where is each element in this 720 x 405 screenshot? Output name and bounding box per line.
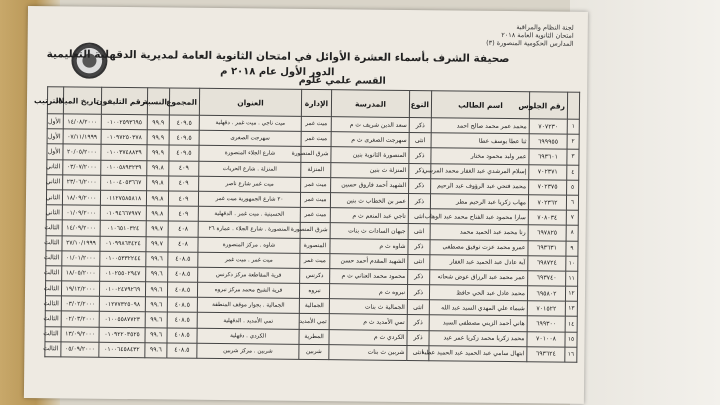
org-line: المدارس الحكومية المنصورة (٣) — [486, 38, 574, 48]
cell-rank: الثالث — [46, 250, 62, 265]
cell-tot: ٤٠٨ — [168, 221, 198, 237]
cell-dob: ٠٧/١١/١٩٩٩ — [63, 129, 101, 145]
cell-adm: شرق المنصورة — [301, 147, 331, 163]
col-header: العنوان — [199, 88, 301, 116]
cell-pct: ٩٩.٩ — [147, 130, 169, 145]
cell-g: انثى — [409, 133, 431, 148]
cell-rank: الثالث — [45, 326, 61, 341]
cell-pct: ٩٩.٩ — [147, 115, 169, 130]
cell-name: شيماء علي المهدي السيد عبد الله — [429, 300, 527, 316]
cell-n: ١٦ — [565, 347, 577, 362]
cell-dob: ١٩/١٢/٢٠٠٠ — [61, 281, 99, 297]
cell-addr: تمي الأمديد . الدقهلية — [197, 313, 299, 329]
cell-n: ٩ — [566, 241, 578, 256]
cell-dob: ٠٢/٠٣/٢٠٠٠ — [61, 311, 99, 327]
cell-rank: الأول — [47, 129, 63, 144]
cell-school: تمي الأمديد ث م — [329, 314, 407, 330]
col-header-index — [567, 92, 579, 119]
cell-g: ذكر — [408, 193, 430, 208]
cell-addr: ميت ناجي . ميت غمر . دقهلية — [199, 115, 301, 131]
cell-g: ذكر — [408, 239, 430, 254]
cell-rank: الثالث — [46, 235, 62, 250]
cell-seat: ٦٩٩٣٠٠ — [527, 316, 565, 332]
cell-addr: ميت غمر . ميت غمر — [198, 252, 300, 268]
cell-n: ١ — [567, 119, 579, 134]
cell-ph: ٠١٠٩٧٢٥٠٣٧٨ — [101, 129, 147, 145]
col-header: المدرسة — [331, 90, 409, 118]
cell-n: ٦ — [566, 195, 578, 210]
honor-table — [34, 86, 580, 363]
cell-ph: ٠١٠٠٤٠٥٣٦٦٧ — [101, 175, 147, 191]
cell-rank: الثالث — [45, 281, 61, 296]
cell-pct: ٩٩.٦ — [145, 327, 167, 342]
cell-addr: الجمالية . بجوار موقف المنطقة — [197, 298, 299, 314]
cell-pct: ٩٩.٦ — [146, 251, 168, 266]
cell-adm: ميت غمر — [301, 177, 331, 193]
cell-ph: ٠١٠٠٦٤٥٨٤٣٢ — [99, 342, 145, 358]
cell-pct: ٩٩.٦ — [145, 343, 167, 358]
cell-addr: شارع الجلاء المنصورة — [199, 146, 301, 162]
cell-dob: ٠١/٠٩/٢٠٠٠ — [62, 205, 100, 221]
cell-g: ذكر — [409, 117, 431, 132]
cell-name: ثنا عطا يوسف عطا — [431, 133, 529, 149]
cell-ph: ٠١٠٠٢٥٩٣٦٩٥ — [101, 114, 147, 130]
cell-dob: ٢٣/٠٦/٢٠٠٠ — [63, 175, 101, 191]
cell-n: ٧ — [566, 210, 578, 225]
cell-name: رنا محمد عبد الحميد محمد — [430, 224, 528, 240]
cell-tot: ٤٠٩.٥ — [169, 130, 199, 146]
cell-addr: ٢٠ شارع الجمهورية ميت غمر — [198, 191, 300, 207]
cell-n: ١٣ — [565, 301, 577, 316]
exam-round: الدور الأول عام ٢٠١٨ م — [220, 66, 335, 79]
cell-rank: الثاني — [47, 174, 63, 189]
cell-school: محمود محمد العناني ث م — [330, 269, 408, 285]
cell-ph: ٠١٠٩٤٦٦٧٩٧٧ — [100, 205, 146, 221]
cell-seat: ٧٠١٥٢٢ — [527, 301, 565, 317]
cell-pct: ٩٩.٨ — [147, 160, 169, 175]
cell-n: ٨ — [566, 225, 578, 240]
cell-tot: ٤٠٨.٥ — [167, 297, 197, 313]
cell-n: ٥ — [567, 180, 579, 195]
col-header: تاريخ الميلاد — [63, 87, 101, 114]
cell-seat: ٦٩٣٦٣١ — [528, 240, 566, 256]
cell-adm: ميت غمر — [300, 192, 330, 208]
cell-rank: الثالث — [46, 266, 62, 281]
cell-school: الشهيد المقدم أحمد حسن — [330, 253, 408, 269]
cell-name: محمد عمر محمد صالح احمد — [431, 118, 529, 134]
cell-addr: الحسينية . ميت غمر . الدقهلية — [198, 206, 300, 222]
cell-school: الكردي ث م — [329, 329, 407, 345]
cell-school: الشهيد أحمد فاروق حسين — [331, 177, 409, 193]
cell-adm: ميت غمر — [300, 253, 330, 269]
cell-name: هاني أحمد الزيني مصطفى السيد — [429, 315, 527, 331]
cell-addr: الكردي . دقهلية — [197, 328, 299, 344]
cell-pct: ٩٩.٩ — [147, 145, 169, 160]
cell-addr: شربين . مركز شربين — [197, 343, 299, 359]
cell-g: انثى — [407, 300, 429, 315]
cell-tot: ٤٠٨ — [168, 236, 198, 252]
cell-adm: شرق المنصورة — [300, 223, 330, 239]
cell-school: الجمالية ث بنات — [329, 299, 407, 315]
cell-addr: ميت غمر شارع ناصر — [199, 176, 301, 192]
cell-g: ذكر — [409, 148, 431, 163]
cell-tot: ٤٠٩ — [169, 161, 199, 177]
cell-rank: الأول — [47, 144, 63, 159]
cell-seat: ٦٩٨٧٢٤ — [528, 255, 566, 271]
cell-pct: ٩٩.٦ — [146, 267, 168, 282]
cell-tot: ٤٠٨.٥ — [168, 267, 198, 283]
cell-g: ذكر — [407, 330, 429, 345]
cell-rank: الثاني — [47, 159, 63, 174]
cell-n: ١٠ — [566, 256, 578, 271]
cell-rank: الثالث — [45, 342, 61, 357]
cell-adm: المنصورة — [300, 238, 330, 254]
cell-name: محمد زكريا محمد زكريا عمر عيد — [429, 330, 527, 346]
cell-adm: شربين — [299, 344, 329, 360]
cell-rank: الأول — [47, 114, 63, 129]
cell-addr: قرية الشيخ محمد مركز نبروه — [197, 282, 299, 298]
cell-addr: المنزلة . شارع الحريات — [199, 161, 301, 177]
cell-name: آية عادل عبد الحميد عبد الغفار — [430, 254, 528, 270]
cell-dob: ١٤/٠٨/٢٠٠٠ — [63, 114, 101, 130]
cell-n: ١٤ — [565, 317, 577, 332]
cell-seat: ٧٠٢٣٧١ — [529, 164, 567, 180]
cell-dob: ٠١/٠١/٢٠٠٠ — [62, 251, 100, 267]
org-line: امتحان الثانوية العامة ٢٠١٨ — [501, 30, 574, 40]
cell-adm: تمي الأمديد — [299, 314, 329, 330]
cell-seat: ٦٩٥٨٠٢ — [527, 286, 565, 302]
cell-pct: ٩٩.٦ — [145, 312, 167, 327]
page-title: صحيفة الشرف بأسماء العشرة الأوائل في امتحان الثانوية العامة لمديرية الدقهلية التعليمية — [46, 48, 510, 66]
cell-g: ذكر — [409, 163, 431, 178]
cell-g: ذكر — [407, 285, 429, 300]
cell-tot: ٤٠٨.٥ — [168, 252, 198, 268]
cell-ph: ٠١٠٠٥٣٣٢٢٤٤ — [100, 251, 146, 267]
cell-pct: ٩٩.٨ — [147, 176, 169, 191]
cell-ph: ٠١٠٠٥٥٨٧٧٢٣ — [99, 312, 145, 328]
cell-school: سعد الدين شريف ث م — [331, 117, 409, 133]
cell-name: مهاب زكريا عبد الرحيم مطر — [430, 194, 528, 210]
cell-school: تاجي عبد المنعم ث م — [330, 208, 408, 224]
cell-seat: ٧٠٢٣٦٢ — [528, 195, 566, 211]
cell-school: عمر بن الخطاب ث بنين — [330, 193, 408, 209]
col-header: اسم الطالب — [431, 91, 529, 119]
background-right — [570, 0, 720, 405]
org-block — [486, 23, 574, 48]
cell-seat: ٧٠٨٠٣٤ — [528, 210, 566, 226]
cell-g: انثى — [408, 254, 430, 269]
col-header: المجموع — [169, 88, 199, 115]
cell-tot: ٤٠٩ — [169, 176, 199, 192]
cell-pct: ٩٩.٧ — [146, 236, 168, 251]
cell-ph: ٠١٠٢٥٥٠٢٩٤٧ — [100, 266, 146, 282]
cell-dob: ٢٠/٠٥/٢٠٠٠ — [63, 144, 101, 160]
cell-name: سارا محمود عبد الفتاح محمد عبد الوهاب — [430, 209, 528, 225]
cell-tot: ٤٠٨.٥ — [167, 282, 197, 298]
col-header: رقم التليفون — [101, 87, 147, 114]
cell-tot: ٤٠٨.٥ — [167, 328, 197, 344]
cell-n: ٤ — [567, 165, 579, 180]
cell-seat: ٧٠٧٢٣٠ — [529, 119, 567, 135]
cell-ph: ٠١٠٠٥٨٩٣٢٣٩ — [101, 160, 147, 176]
col-header: رقم الجلوس — [529, 92, 567, 119]
col-header: الترتيب — [47, 87, 63, 114]
cell-adm: ميت غمر — [301, 116, 331, 132]
cell-adm: الجمالية — [299, 299, 329, 315]
cell-dob: ٠٥/٠٩/٢٠٠٠ — [61, 342, 99, 358]
cell-addr: شاوه . مركز المنصورة — [198, 237, 300, 253]
cell-dob: ٠٣/٠٢/٢٠٠٠ — [61, 296, 99, 312]
cell-tot: ٤٠٩ — [168, 206, 198, 222]
cell-school: المنصورة الثانوية بنين — [331, 147, 409, 163]
cell-dob: ١٨/٠٩/٢٠٠٠ — [62, 190, 100, 206]
cell-n: ١١ — [566, 271, 578, 286]
col-header: الإدارة — [301, 89, 331, 116]
cell-n: ٣ — [567, 150, 579, 165]
cell-tot: ٤٠٨.٥ — [167, 343, 197, 359]
cell-ph: ٠١٠٠٢٤٧٩٢٦٩ — [99, 281, 145, 297]
cell-school: شاوه ث م — [330, 238, 408, 254]
cell-seat: ٧٠١٠٠٨ — [527, 331, 565, 347]
cell-pct: ٩٩.٦ — [145, 282, 167, 297]
cell-g: ذكر — [407, 315, 429, 330]
org-line: لجنة النظام والمراقبة — [516, 23, 574, 32]
cell-ph: ٠١٠٦٥١٠٣٢٤ — [100, 221, 146, 237]
cell-g: انثى — [407, 345, 429, 360]
col-header: النسبة — [147, 88, 169, 115]
cell-school: المنزلة ث بنين — [331, 162, 409, 178]
cell-name: عمر محمد عبد الرزاق عوض شحاته — [430, 270, 528, 286]
cell-seat: ٦٩٧٨٢٥ — [528, 225, 566, 241]
cell-name: محمد فتحي عبد الرؤوف عبد الرحيم — [431, 178, 529, 194]
cell-adm: نبروه — [299, 283, 329, 299]
cell-name: عمرو محمد عزت توفيق مصطفى — [430, 239, 528, 255]
cell-seat: ٦٩٩٩٥٥ — [529, 134, 567, 150]
cell-ph: ٠١١٢٧٥٨٥٨١٨ — [100, 190, 146, 206]
cell-name: عمر وليد محمود مختار — [431, 148, 529, 164]
cell-dob: ١٨/٠٥/٢٠٠٠ — [62, 266, 100, 282]
cell-tot: ٤٠٩.٥ — [169, 145, 199, 161]
cell-school: جيهان السادات ث بنات — [330, 223, 408, 239]
cell-seat: ٧٠٢٣٧٥ — [529, 180, 567, 196]
cell-adm: المطرية — [299, 329, 329, 345]
cell-rank: الثاني — [46, 190, 62, 205]
cell-seat: ٦٩٣٦٢٤ — [527, 347, 565, 363]
cell-school: نبروه ث م — [329, 284, 407, 300]
cell-adm: المنزلة — [301, 162, 331, 178]
cell-adm: دكرنس — [300, 268, 330, 284]
cell-addr: قرية المقاطعة مركز دكرنس — [198, 267, 300, 283]
cell-name: إسلام المرشدي عبد الغفار محمد المرسي — [431, 163, 529, 179]
cell-ph: ٠١٠٩٢٢٠٣٥٢٥ — [99, 327, 145, 343]
cell-rank: الثالث — [45, 311, 61, 326]
cell-rank: الثاني — [46, 205, 62, 220]
cell-dob: ١٤/٠٩/٢٠٠٠ — [62, 220, 100, 236]
cell-dob: ٠٣/٠٧/٢٠٠٠ — [63, 159, 101, 175]
cell-g: ذكر — [409, 178, 431, 193]
cell-g: انثى — [408, 209, 430, 224]
cell-n: ٢ — [567, 134, 579, 149]
cell-pct: ٩٩.٨ — [146, 206, 168, 221]
cell-dob: ٢٧/١٠/١٩٩٩ — [62, 235, 100, 251]
cell-rank: الثالث — [46, 220, 62, 235]
cell-adm: ميت غمر — [300, 207, 330, 223]
cell-school: سهرجت الصغرى ث م — [331, 132, 409, 148]
cell-pct: ٩٩.٦ — [145, 297, 167, 312]
cell-pct: ٩٩.٨ — [146, 191, 168, 206]
cell-addr: سهرجت الصغرى — [199, 130, 301, 146]
cell-ph: ٠١٢٧٧٣٢٥٠٩٨ — [99, 297, 145, 313]
cell-tot: ٤٠٩.٥ — [169, 115, 199, 131]
document-page — [24, 6, 588, 404]
cell-tot: ٤٠٩ — [168, 191, 198, 207]
cell-tot: ٤٠٨.٥ — [167, 312, 197, 328]
section-label: القسم علمي علوم — [298, 74, 386, 87]
cell-g: ذكر — [408, 269, 430, 284]
cell-rank: الثالث — [45, 296, 61, 311]
cell-seat: ٦٩٣٧٤٠ — [528, 271, 566, 287]
col-header: النوع — [409, 91, 431, 118]
cell-addr: المنصورة . شارع الجلاء . عمارة ٢٦ — [198, 222, 300, 238]
cell-name: محمد عادل عبد الحي حافظ — [429, 285, 527, 301]
cell-adm: ميت غمر — [301, 132, 331, 148]
cell-name: ابتهال سامي عبد الحميد عبد الحميد عطية — [429, 346, 527, 362]
cell-pct: ٩٩.٧ — [146, 221, 168, 236]
cell-dob: ١٣/٠٩/٢٠٠٠ — [61, 326, 99, 342]
cell-seat: ٦٩٣٦٠١ — [529, 149, 567, 165]
cell-school: شربين ث بنات — [329, 344, 407, 360]
cell-ph: ٠١٠٠٣٧٤٨٨٣٩ — [101, 145, 147, 161]
cell-ph: ٠١٠٩٩٨٦٣٤٢٤ — [100, 236, 146, 252]
cell-n: ١٢ — [565, 286, 577, 301]
cell-n: ١٥ — [565, 332, 577, 347]
cell-g: انثى — [408, 224, 430, 239]
